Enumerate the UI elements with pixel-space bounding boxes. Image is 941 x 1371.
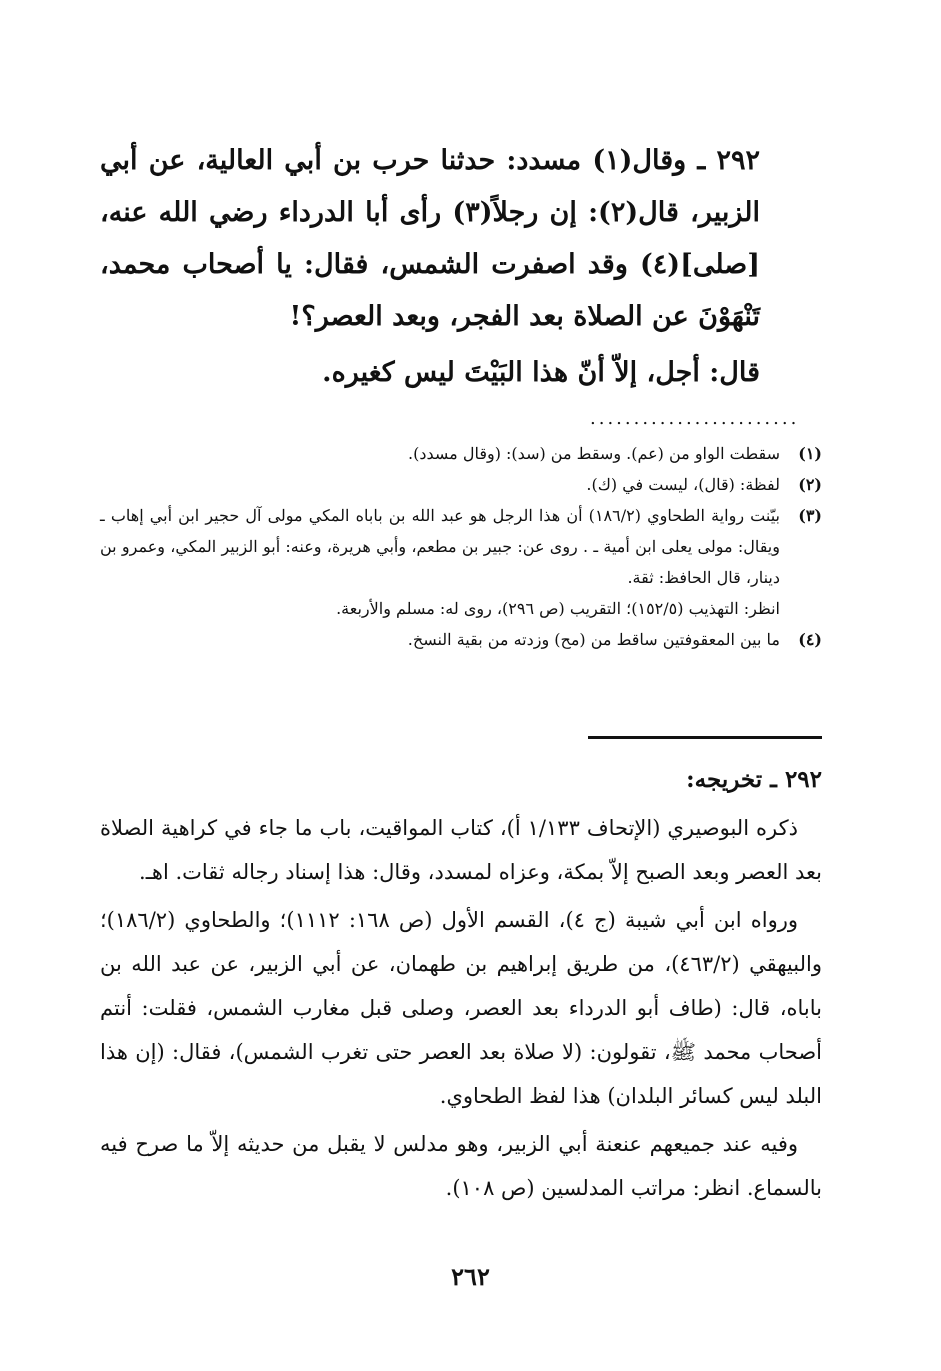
hadith-reply: قال: أجل، إلاّ أنّ هذا البَيْتَ ليس كغيره. [322,357,760,388]
footnote-2 [100,469,822,500]
footnote-line: بيّنت رواية الطحاوي (١٨٦/٢) أن هذا الرجل هو عبد الله بن باباه المكي مولى آل حجير ابن أبي إهاب ـ ويقال: مولى يعلى ابن أمية ـ . روى عن: جبير بن مطعم، وأبي هريرة، وعنه: أبو الزبير المكي، وعمرو بن دينار، قال الحافظ: ثقة. [100,506,780,587]
section-divider [588,736,822,739]
footnote-text: سقطت الواو من (عم). وسقط من (سد): (وقال مسدد). [408,444,780,463]
footnote-mark: (٢) [798,475,822,494]
footnote-mark: (٣) [798,506,822,525]
footnote-mark: (١) [798,444,822,463]
footnotes [100,438,822,655]
page-number: ٢٦٢ [451,1262,490,1291]
footnote-1 [100,438,822,469]
footnote-4 [100,624,822,655]
takhrij-section [100,758,822,1210]
takhrij-paragraph: وفيه عند جميعهم عنعنة أبي الزبير، وهو مدلس لا يقبل من حديثه إلاّ ما صرح فيه بالسماع. انظر: مراتب المدلسين (ص ١٠٨). [100,1132,822,1200]
footnote-text: لفظة: (قال)، ليست في (ك). [586,475,780,494]
footnote-text [100,500,780,624]
footnote-mark: (٤) [798,630,822,649]
hadith-body: ٢٩٢ ـ وقال(١) مسدد: حدثنا حرب بن أبي العالية، عن أبي الزبير، قال(٢): إن رجلاً(٣) رأى أبا الدرداء رضي الله عنه، [صلى](٤) وقد اصفرت الشمس، فقال: يا أصحاب محمد، تَنْهَوْنَ عن الصلاة بعد الفجر، وبعد العصر؟! [100,145,760,332]
footnote-line: انظر: التهذيب (١٥٢/٥)؛ التقريب (ص ٢٩٦)، روى له: مسلم والأربعة. [336,599,780,618]
takhrij-paragraph: ذكره البوصيري (الإتحاف ١/١٣٣ أ)، كتاب المواقيت، باب ما جاء في كراهية الصلاة بعد العصر وبعد الصبح إلاّ بمكة، وعزاه لمسدد، وقال: هذا إسناد رجاله ثقات. اهـ. [100,816,822,884]
takhrij-paragraph: ورواه ابن أبي شيبة (ج ٤)، القسم الأول (ص ١٦٨: ١١١٢)؛ والطحاوي (١٨٦/٢)؛ والبيهقي (٤٦٣/٢)، من طريق إبراهيم بن طهمان، عن أبي الزبير، عن عبد الله بن باباه، قال: (طاف أبو الدرداء بعد العصر، وصلى قبل مغارب الشمس، فقلت: أنتم أصحاب محمد ﷺ، تقولون: (لا صلاة بعد العصر حتى تغرب الشمس)، فقال: (إن هذا البلد ليس كسائر البلدان) هذا لفظ الطحاوي. [100,908,822,1108]
footnote-3 [100,500,822,624]
footnote-text: ما بين المعقوفتين ساقط من (مح) وزدته من بقية النسخ. [407,630,780,649]
takhrij-heading: ٢٩٢ ـ تخريجه: [686,766,822,793]
footnote-separator: ........................ [590,408,800,429]
hadith-text [100,135,760,388]
